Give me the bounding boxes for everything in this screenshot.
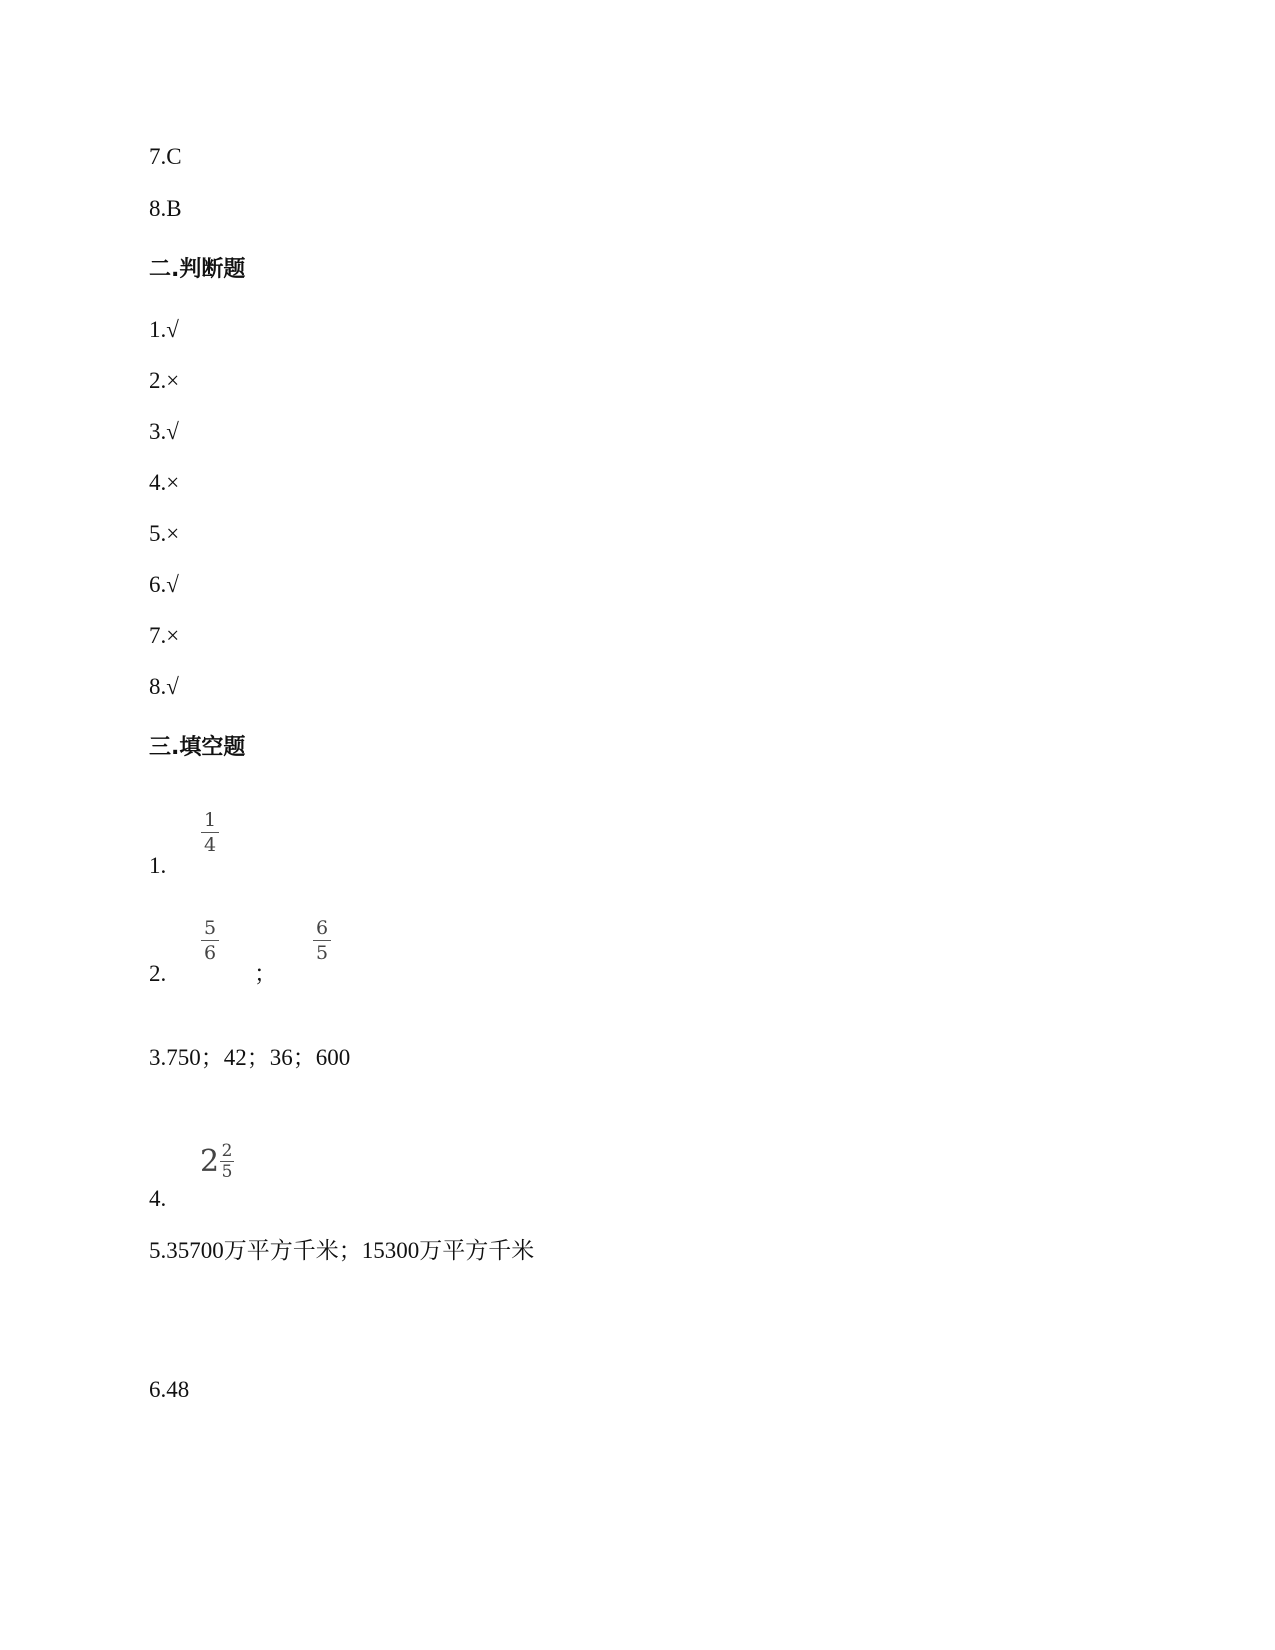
- fraction-numerator: 2: [221, 1141, 233, 1161]
- fraction-bar: [201, 832, 219, 833]
- judgment-answer-5: 5.×: [149, 521, 180, 546]
- fraction-numerator: 1: [203, 809, 217, 831]
- fraction-numerator: 5: [203, 917, 217, 939]
- judgment-answer-8: 8.√: [149, 674, 179, 699]
- fill-answer-1-fraction: [201, 809, 219, 856]
- judgment-answer-4: 4.×: [149, 470, 180, 495]
- judgment-answer-6: 6.√: [149, 572, 179, 597]
- fraction-bar: [313, 940, 331, 941]
- judgment-answer-7: 7.×: [149, 623, 180, 648]
- fill-answer-4-mixed-number: [200, 1142, 234, 1181]
- judgment-answer-3: 3.√: [149, 419, 179, 444]
- mixed-number-whole: 2: [200, 1143, 220, 1179]
- fill-answer-2-fraction-b: [313, 917, 331, 964]
- mixed-number-fraction: [220, 1142, 234, 1181]
- fraction-denominator: 6: [203, 942, 217, 964]
- judgment-answer-2: 2.×: [149, 368, 180, 393]
- fraction-denominator: 5: [315, 942, 329, 964]
- fraction-denominator: 5: [221, 1162, 233, 1182]
- fraction-bar: [201, 940, 219, 941]
- fraction-numerator: 6: [315, 917, 329, 939]
- judgment-answer-1: 1.√: [149, 317, 179, 342]
- fill-answer-2-separator: ；: [254, 961, 277, 986]
- section-heading-judgment: 二.判断题: [149, 257, 246, 282]
- fill-answer-6: 6.48: [149, 1377, 190, 1402]
- fill-answer-4-label: 4.: [149, 1186, 167, 1211]
- fill-answer-2-label: 2.: [149, 961, 167, 986]
- choice-answer-8: 8.B: [149, 196, 182, 221]
- choice-answer-7: 7.C: [149, 144, 182, 169]
- fill-answer-3: 3.750；42；36；600: [149, 1045, 351, 1070]
- fill-answer-5: 5.35700万平方千米；15300万平方千米: [149, 1238, 535, 1263]
- fill-answer-1-label: 1.: [149, 853, 167, 878]
- fraction-denominator: 4: [203, 834, 217, 856]
- fill-answer-2-fraction-a: [201, 917, 219, 964]
- section-heading-fill-blank: 三.填空题: [149, 735, 246, 760]
